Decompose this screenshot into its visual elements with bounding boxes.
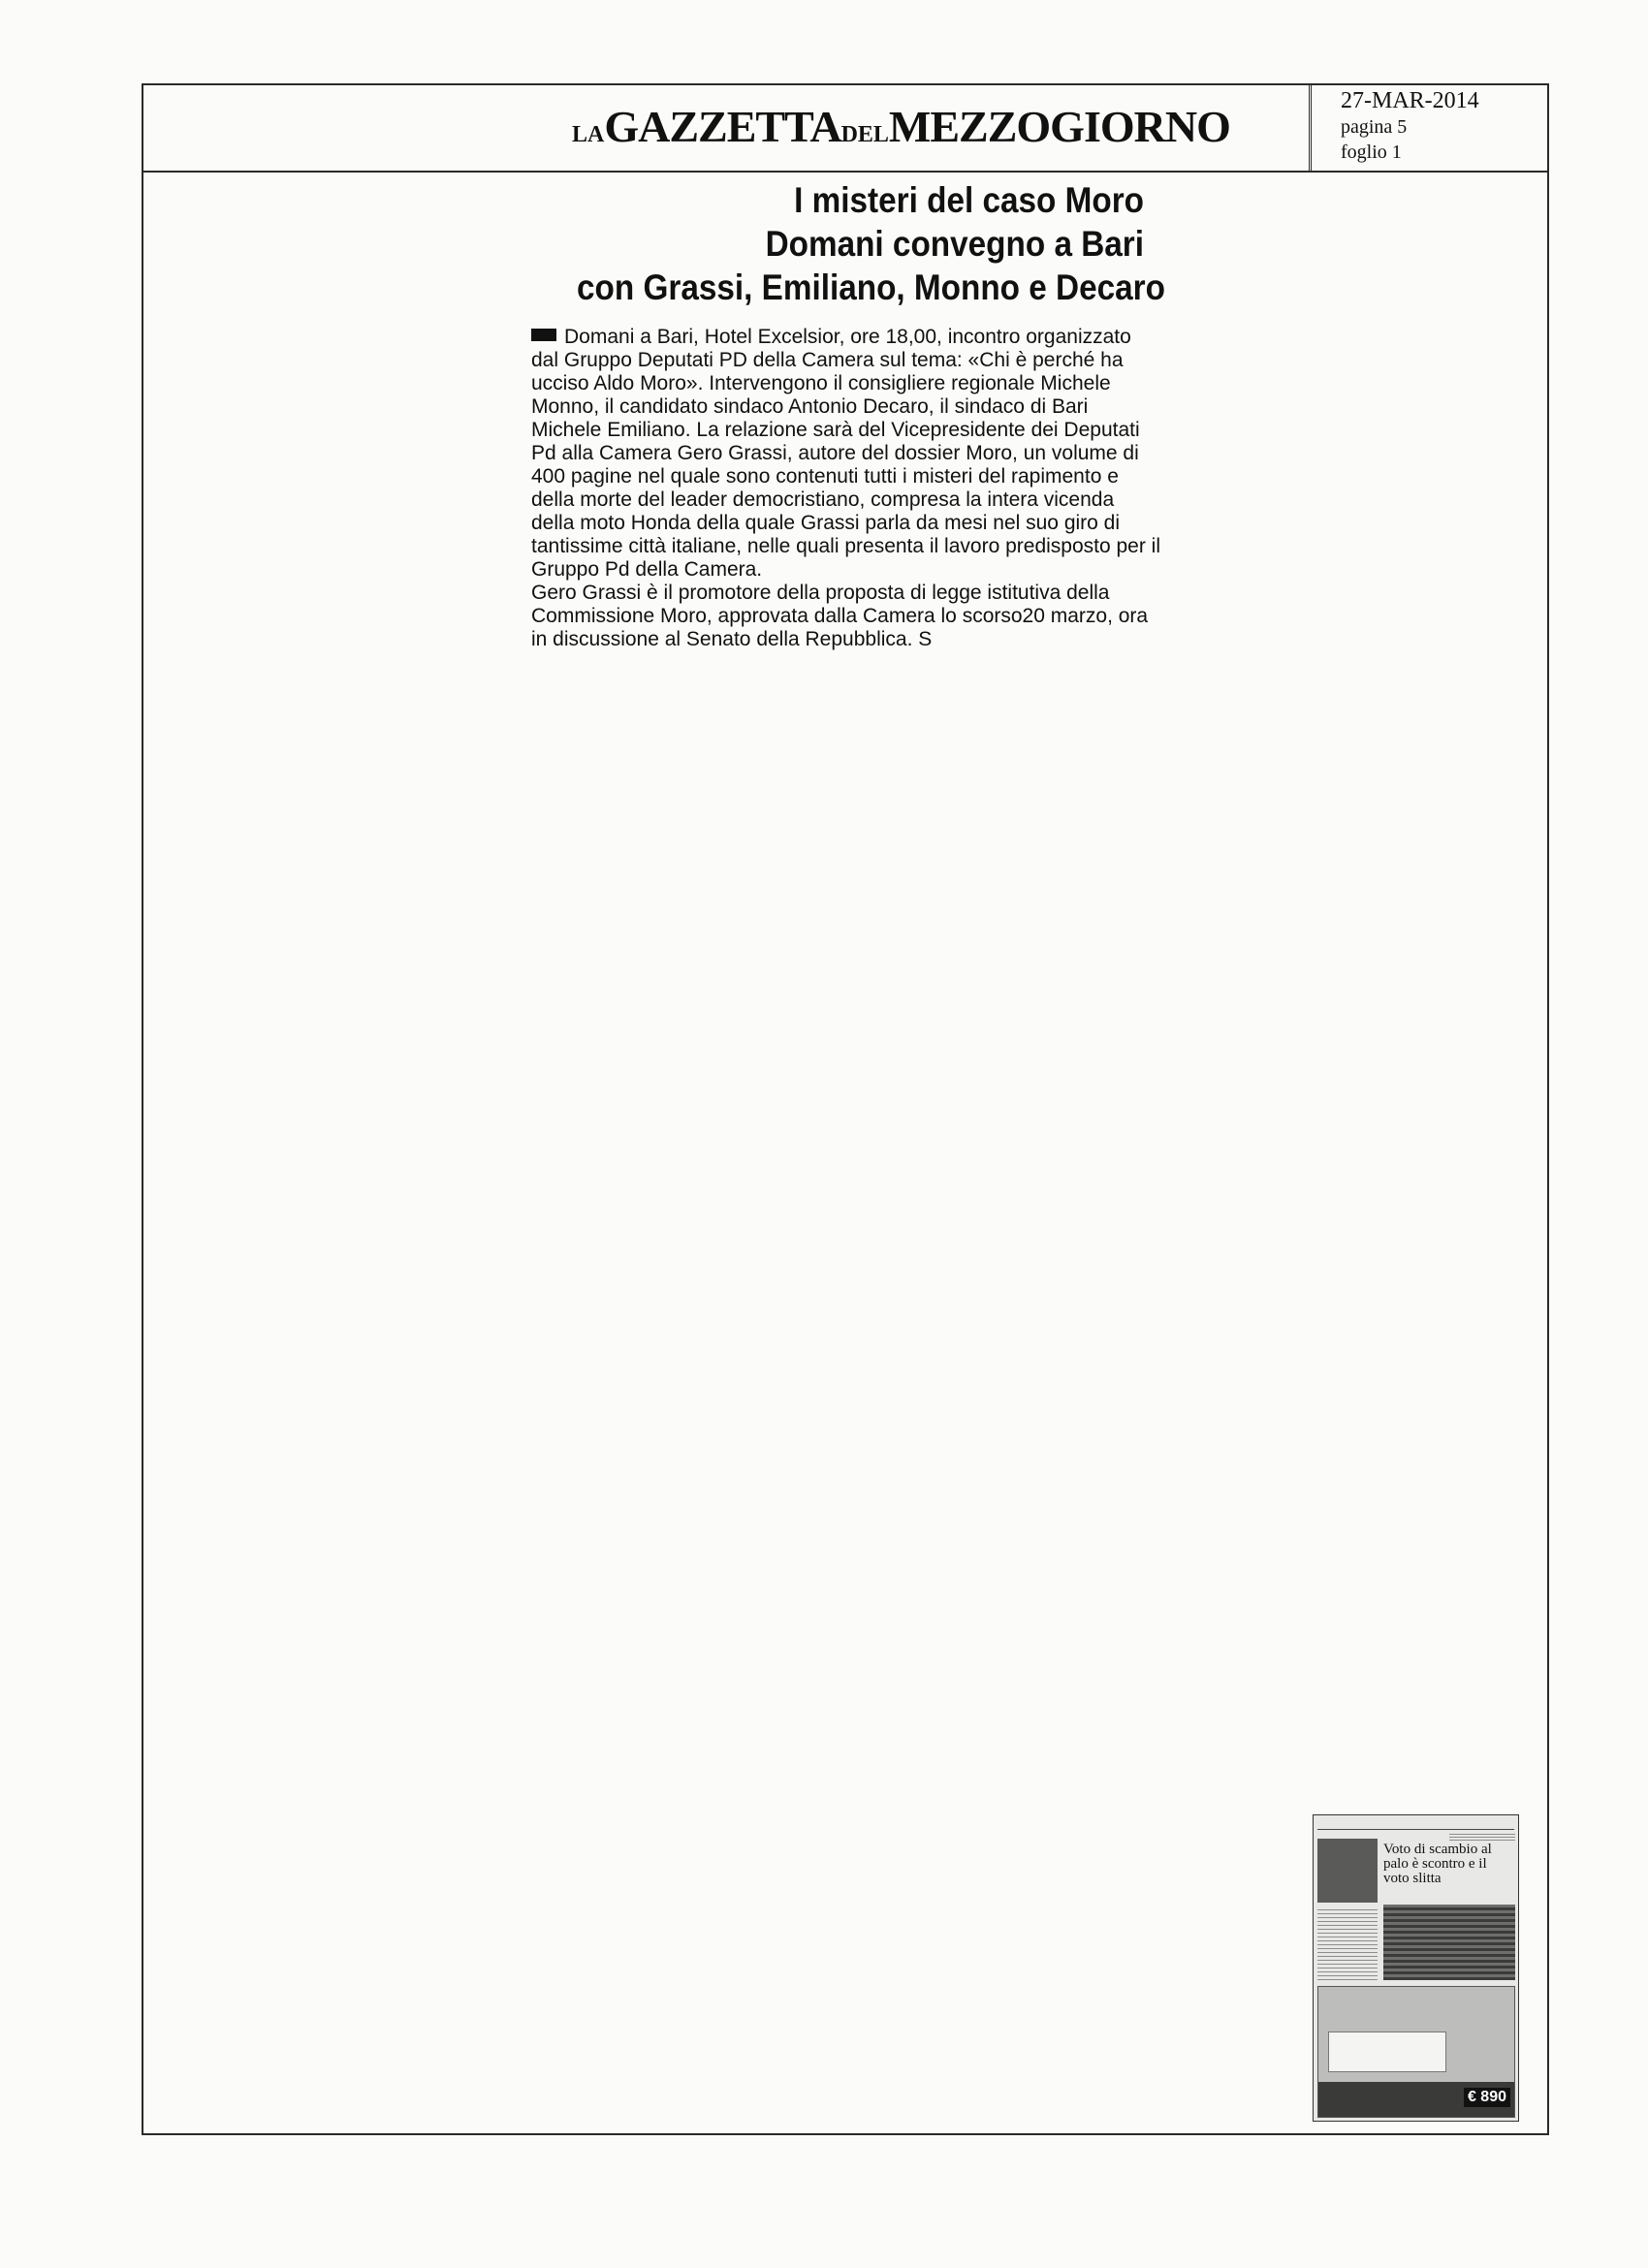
masthead-middle: DEL [840, 122, 889, 147]
thumbnail-chamber-photo [1383, 1905, 1515, 1980]
masthead-prefix: LA [572, 122, 605, 147]
thumbnail-photo [1317, 1839, 1378, 1903]
thumbnail-column-text [1317, 1908, 1378, 1980]
newspaper-page-thumbnail [1313, 1814, 1519, 2122]
clipping-info-box [1309, 83, 1549, 173]
article-paragraph-2: Gero Grassi è il promotore della proposta di legge istitutiva della Commissione Moro, approvata dalla Camera lo scorso20 marzo, ora in discussione al Senato della Repubblica. S [531, 582, 1149, 650]
thumbnail-title: Voto di scambio al palo è scontro e il voto slitta [1383, 1842, 1492, 1886]
article-body [531, 326, 1161, 651]
article-paragraph-1 [531, 326, 1161, 582]
headline-line-3: con Grassi, Emiliano, Monno e Decaro [577, 268, 1165, 307]
masthead-part1: GAZZETTA [604, 102, 841, 151]
thumbnail-text-lines [1449, 1833, 1515, 1841]
bullet-square-icon [531, 329, 556, 341]
clipping-date: 27-MAR-2014 [1341, 88, 1479, 113]
thumbnail-header [1317, 1819, 1514, 1830]
headline-line-1: I misteri del caso Moro [794, 180, 1144, 220]
paragraph-1-text: Domani a Bari, Hotel Excelsior, ore 18,00, incontro organizzato dal Gruppo Deputati PD della Camera sul tema: «Chi è perché ha ucciso Aldo Moro». Intervengono il consigliere regionale Michele Monno, il candidato sindaco Antonio Decaro, il sindaco di Bari Michele Emiliano. La relazione sarà del Vicepresidente dei Deputati Pd alla Camera Gero Grassi, autore del dossier Moro, un volume di 400 pagine nel quale sono contenuti tutti i misteri del rapimento e della morte del leader democristiano, compresa la intera vicenda della moto Honda della quale Grassi parla da mesi nel suo giro di tantissime città italiane, nelle quali presenta il lavoro predisposto per il Gruppo Pd della Camera. [531, 326, 1161, 581]
article-headline [577, 178, 1165, 309]
thumbnail-price: € 890 [1464, 2088, 1510, 2107]
sofa-image [1328, 2032, 1446, 2072]
clipping-sheet: foglio 1 [1341, 142, 1402, 163]
clipping-page: pagina 5 [1341, 116, 1408, 138]
masthead-part2: MEZZOGIORNO [888, 102, 1230, 151]
newspaper-masthead [572, 101, 1230, 152]
headline-line-2: Domani convegno a Bari [765, 224, 1144, 264]
